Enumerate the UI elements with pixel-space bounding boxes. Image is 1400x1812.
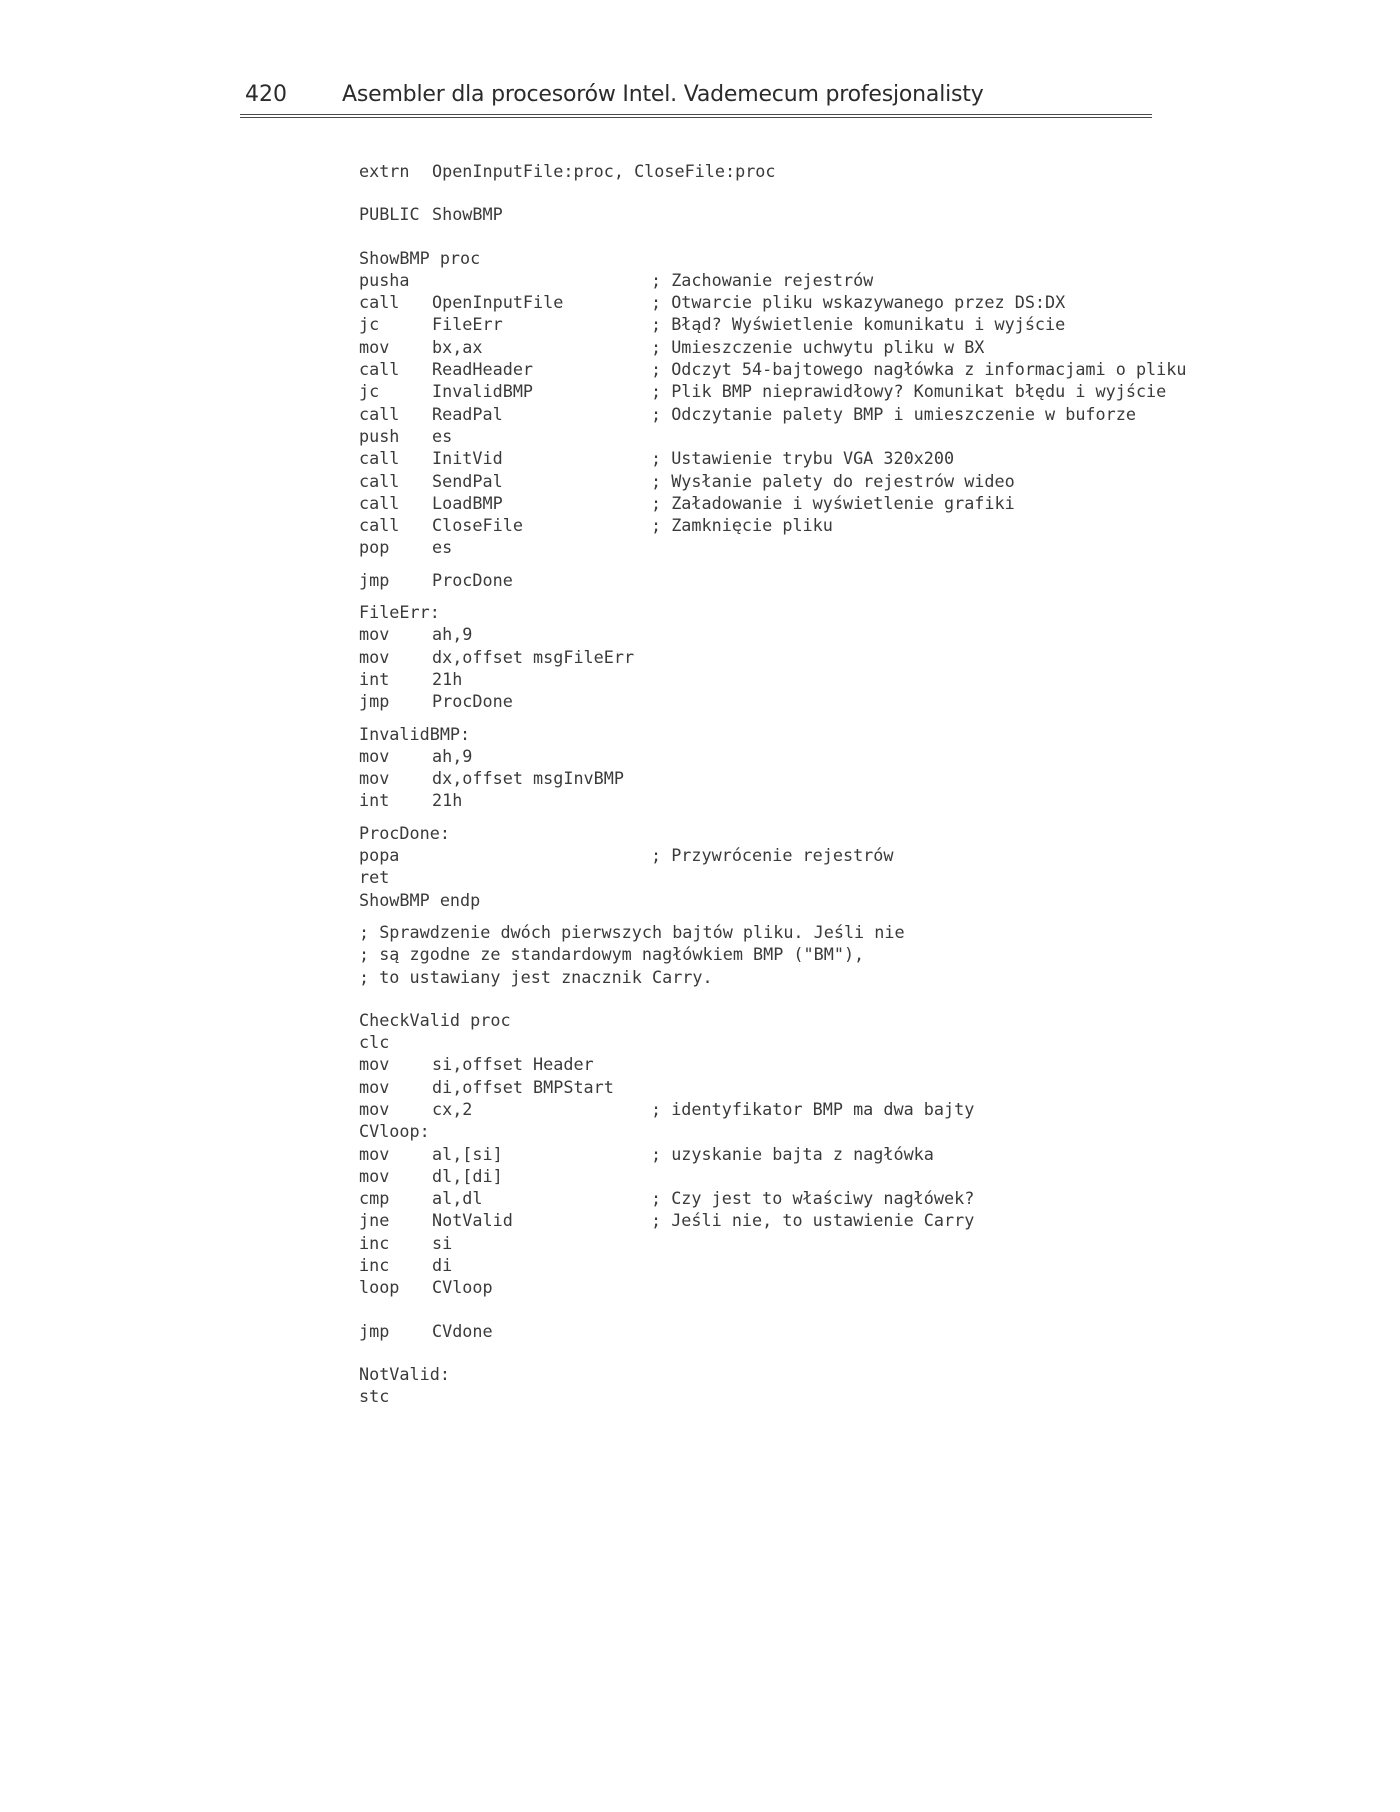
code-mnemonic: mov <box>359 745 390 766</box>
code-mnemonic: ; są zgodne ze standardowym nagłówkiem BMP ("BM"), <box>359 944 865 965</box>
code-line <box>359 646 1259 668</box>
code-line <box>359 866 1259 888</box>
code-comment: ; Wysłanie palety do rejestrów wideo <box>651 470 1015 491</box>
code-line <box>359 1187 1259 1209</box>
code-operand: SendPal <box>432 470 503 491</box>
code-mnemonic: PUBLIC <box>359 204 420 225</box>
page-number: 420 <box>245 82 287 107</box>
code-line <box>359 1320 1259 1342</box>
code-mnemonic: clc <box>359 1032 390 1053</box>
code-comment: ; Odczyt 54-bajtowego nagłówka z informacjami o pliku <box>651 359 1187 380</box>
code-comment: ; Jeśli nie, to ustawienie Carry <box>651 1210 975 1231</box>
code-mnemonic: mov <box>359 768 390 789</box>
code-comment: ; Ustawienie trybu VGA 320x200 <box>651 448 955 469</box>
code-mnemonic: ProcDone: <box>359 822 450 843</box>
code-line <box>359 1165 1259 1187</box>
code-comment: ; Umieszczenie uchwytu pliku w BX <box>651 336 985 357</box>
code-comment: ; uzyskanie bajta z nagłówka <box>651 1143 934 1164</box>
code-mnemonic: mov <box>359 624 390 645</box>
code-line <box>359 1363 1259 1385</box>
code-line <box>359 247 1259 269</box>
code-mnemonic: jc <box>359 381 380 402</box>
code-operand: OpenInputFile:proc, CloseFile:proc <box>432 161 776 181</box>
book-title: Asembler dla procesorów Intel. Vademecum profesjonalisty <box>342 82 984 107</box>
code-mnemonic: NotValid: <box>359 1363 450 1384</box>
code-mnemonic: mov <box>359 1165 390 1186</box>
code-mnemonic: int <box>359 668 390 689</box>
code-mnemonic: FileErr: <box>359 602 440 623</box>
code-line <box>359 313 1259 335</box>
code-mnemonic: push <box>359 425 400 446</box>
code-comment: ; Plik BMP nieprawidłowy? Komunikat błędu i wyjście <box>651 381 1167 402</box>
code-mnemonic: CheckValid proc <box>359 1009 511 1030</box>
code-operand: FileErr <box>432 314 503 335</box>
code-comment: ; Czy jest to właściwy nagłówek? <box>651 1188 975 1209</box>
code-mnemonic: ShowBMP endp <box>359 889 481 910</box>
code-line <box>359 269 1259 291</box>
code-mnemonic: jmp <box>359 691 390 712</box>
code-listing <box>359 160 1259 1408</box>
code-operand: di <box>432 1255 453 1276</box>
code-line <box>359 1232 1259 1254</box>
code-mnemonic: call <box>359 492 400 513</box>
code-line <box>359 1076 1259 1098</box>
code-mnemonic: jne <box>359 1210 390 1231</box>
code-operand: LoadBMP <box>432 492 503 513</box>
code-operand: ReadPal <box>432 403 503 424</box>
code-line <box>359 1009 1259 1031</box>
code-line <box>359 569 1259 591</box>
code-mnemonic: ShowBMP proc <box>359 247 481 268</box>
code-line <box>359 767 1259 789</box>
code-line <box>359 1053 1259 1075</box>
code-line <box>359 203 1259 225</box>
code-mnemonic: mov <box>359 1054 390 1075</box>
code-operand: dx,offset msgInvBMP <box>432 768 624 789</box>
code-operand: ShowBMP <box>432 204 503 225</box>
code-mnemonic: ; Sprawdzenie dwóch pierwszych bajtów pliku. Jeśli nie <box>359 921 905 942</box>
code-mnemonic: extrn <box>359 161 410 181</box>
code-mnemonic: CVloop: <box>359 1121 430 1142</box>
code-operand: ProcDone <box>432 569 513 590</box>
code-comment: ; Odczytanie palety BMP i umieszczenie w buforze <box>651 403 1136 424</box>
code-operand: ah,9 <box>432 745 473 766</box>
code-line <box>359 380 1259 402</box>
code-mnemonic: int <box>359 790 390 811</box>
header-rule <box>240 114 1152 118</box>
code-mnemonic: call <box>359 470 400 491</box>
code-operand: di,offset BMPStart <box>432 1076 614 1097</box>
code-line <box>359 1209 1259 1231</box>
code-operand: CVdone <box>432 1320 493 1341</box>
code-mnemonic: mov <box>359 336 390 357</box>
code-operand: 21h <box>432 668 463 689</box>
code-line <box>359 844 1259 866</box>
code-line <box>359 745 1259 767</box>
code-line <box>359 1276 1259 1298</box>
code-mnemonic: stc <box>359 1386 390 1407</box>
code-line <box>359 160 1259 182</box>
code-operand: InvalidBMP <box>432 381 534 402</box>
code-line <box>359 723 1259 745</box>
code-operand: OpenInputFile <box>432 292 564 313</box>
code-mnemonic: mov <box>359 1076 390 1097</box>
code-line <box>359 403 1259 425</box>
code-operand: al,dl <box>432 1188 483 1209</box>
code-mnemonic: popa <box>359 845 400 866</box>
code-operand: NotValid <box>432 1210 513 1231</box>
code-line <box>359 623 1259 645</box>
running-header <box>245 80 1150 118</box>
code-mnemonic: inc <box>359 1255 390 1276</box>
code-operand: InitVid <box>432 448 503 469</box>
code-comment: ; Zachowanie rejestrów <box>651 269 874 290</box>
code-comment: ; Otwarcie pliku wskazywanego przez DS:DX <box>651 292 1066 313</box>
code-comment: ; Zamknięcie pliku <box>651 515 833 536</box>
code-operand: ReadHeader <box>432 359 534 380</box>
code-comment: ; Błąd? Wyświetlenie komunikatu i wyjście <box>651 314 1066 335</box>
code-line <box>359 1120 1259 1142</box>
code-operand: bx,ax <box>432 336 483 357</box>
code-comment: ; Załadowanie i wyświetlenie grafiki <box>651 492 1015 513</box>
code-mnemonic: mov <box>359 1143 390 1164</box>
code-line <box>359 447 1259 469</box>
code-mnemonic: InvalidBMP: <box>359 723 471 744</box>
code-mnemonic: call <box>359 515 400 536</box>
code-line <box>359 336 1259 358</box>
code-line <box>359 889 1259 911</box>
code-line <box>359 966 1259 988</box>
code-mnemonic: loop <box>359 1277 400 1298</box>
code-line <box>359 1031 1259 1053</box>
code-line <box>359 601 1259 623</box>
code-mnemonic: pusha <box>359 269 410 290</box>
code-mnemonic: call <box>359 403 400 424</box>
code-mnemonic: call <box>359 359 400 380</box>
code-line <box>359 1098 1259 1120</box>
code-mnemonic: call <box>359 292 400 313</box>
code-operand: es <box>432 537 453 558</box>
code-mnemonic: ret <box>359 867 390 888</box>
code-line <box>359 514 1259 536</box>
code-line <box>359 1385 1259 1407</box>
code-mnemonic: inc <box>359 1232 390 1253</box>
code-operand: dx,offset msgFileErr <box>432 646 635 667</box>
code-operand: CloseFile <box>432 515 523 536</box>
code-operand: cx,2 <box>432 1098 473 1119</box>
code-line <box>359 921 1259 943</box>
code-comment: ; Przywrócenie rejestrów <box>651 845 894 866</box>
code-operand: si <box>432 1232 453 1253</box>
code-line <box>359 291 1259 313</box>
code-comment: ; identyfikator BMP ma dwa bajty <box>651 1098 975 1119</box>
code-line <box>359 1254 1259 1276</box>
code-operand: CVloop <box>432 1277 493 1298</box>
code-mnemonic: mov <box>359 1098 390 1119</box>
code-mnemonic: jc <box>359 314 380 335</box>
code-operand: dl,[di] <box>432 1165 503 1186</box>
code-mnemonic: call <box>359 448 400 469</box>
code-operand: es <box>432 425 453 446</box>
code-line <box>359 470 1259 492</box>
code-line <box>359 536 1259 558</box>
code-line <box>359 492 1259 514</box>
code-operand: ah,9 <box>432 624 473 645</box>
code-operand: al,[si] <box>432 1143 503 1164</box>
code-operand: si,offset Header <box>432 1054 594 1075</box>
code-operand: ProcDone <box>432 691 513 712</box>
code-line <box>359 822 1259 844</box>
code-line <box>359 425 1259 447</box>
code-line <box>359 358 1259 380</box>
code-mnemonic: jmp <box>359 569 390 590</box>
code-mnemonic: ; to ustawiany jest znacznik Carry. <box>359 966 713 987</box>
code-line <box>359 789 1259 811</box>
code-line <box>359 943 1259 965</box>
code-line <box>359 668 1259 690</box>
code-mnemonic: cmp <box>359 1188 390 1209</box>
code-mnemonic: jmp <box>359 1320 390 1341</box>
code-line <box>359 690 1259 712</box>
code-mnemonic: pop <box>359 537 390 558</box>
code-line <box>359 1143 1259 1165</box>
code-mnemonic: mov <box>359 646 390 667</box>
code-operand: 21h <box>432 790 463 811</box>
